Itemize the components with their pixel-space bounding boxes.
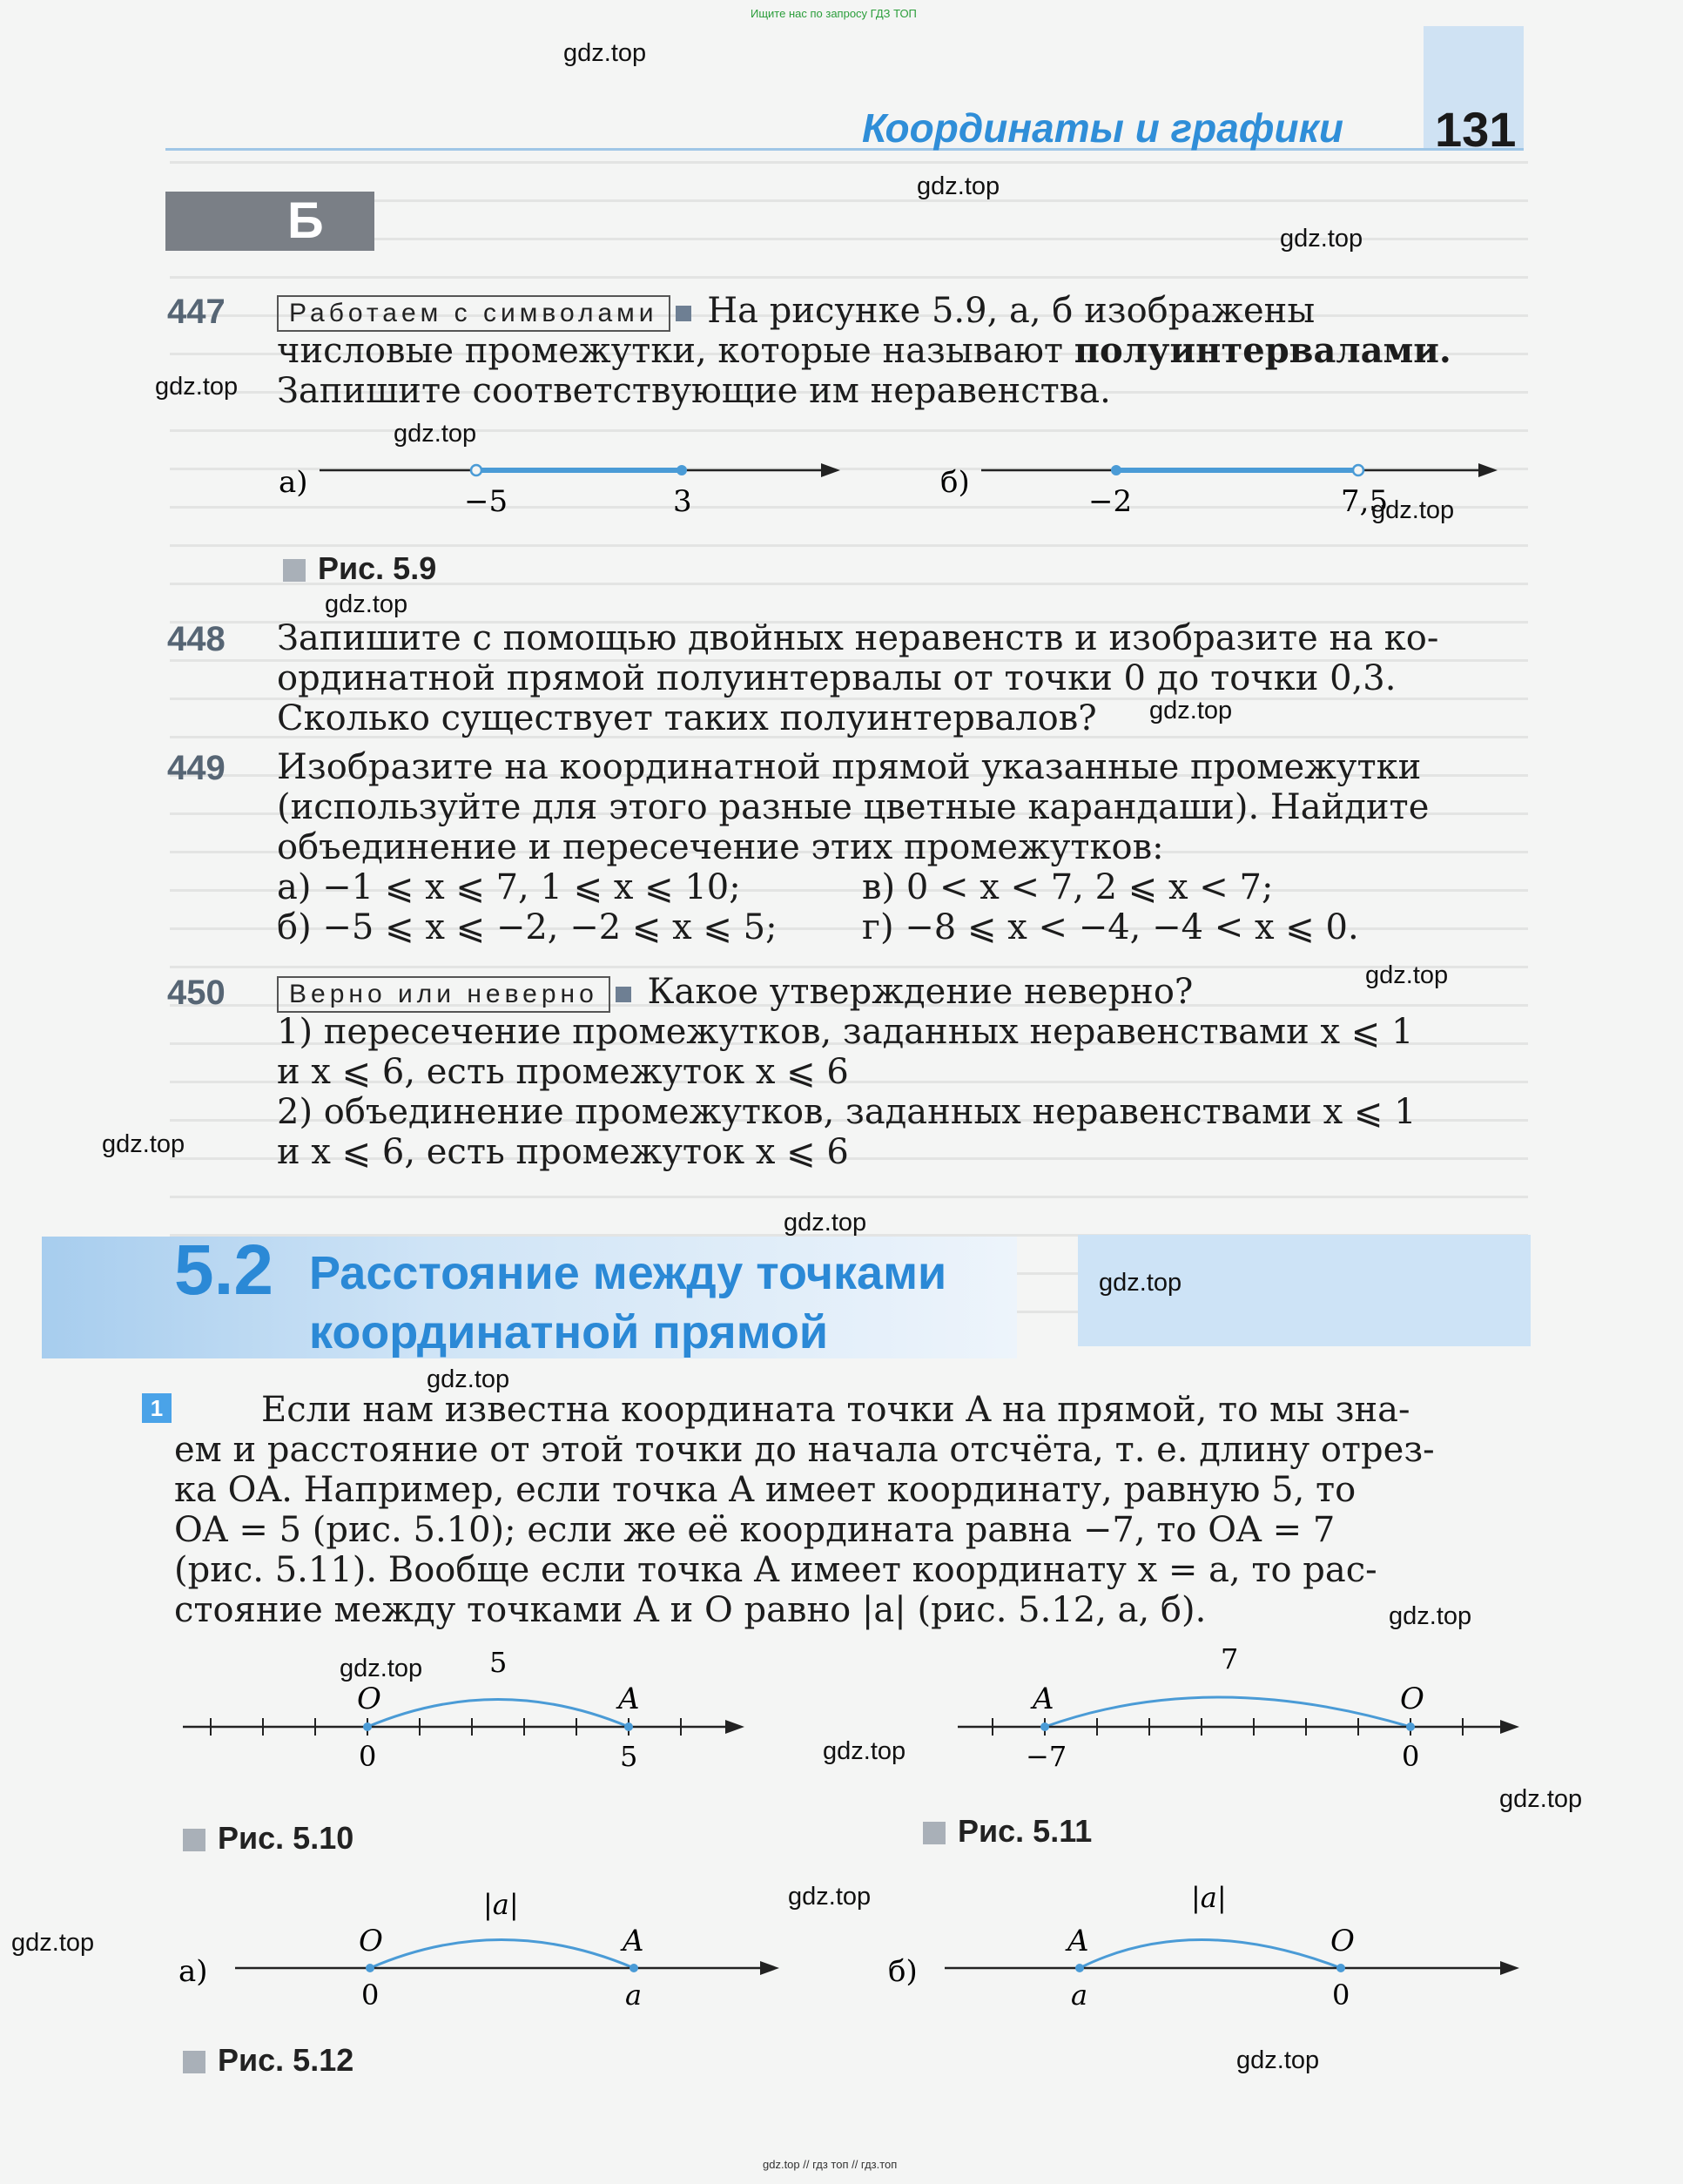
- problem-449-item-g: г) −8 ⩽ x < −4, −4 < x ⩽ 0.: [862, 907, 1359, 947]
- term-half-intervals: полуинтервалами.: [1074, 330, 1451, 371]
- fig-5-12b-arc: [1080, 1940, 1341, 1969]
- fig-5-12b-arrow: [1500, 1961, 1519, 1975]
- fig-5-9b-tick-1: −2: [1088, 484, 1133, 518]
- fig-5-12a-arc: [370, 1940, 634, 1969]
- problem-449-item-a: а) −1 ⩽ x ⩽ 7, 1 ⩽ x ⩽ 10;: [277, 867, 741, 907]
- fig-5-12a-label: а): [178, 1954, 208, 1989]
- fig-5-9b-closed-point: [1111, 465, 1121, 475]
- fig-5-12b-label: б): [888, 1954, 918, 1989]
- section-5-2-line2: ем и расстояние от этой точки до начала отсчёта, т. е. длину отрез-: [174, 1430, 1435, 1470]
- watermark: gdz.top: [1499, 1785, 1583, 1813]
- fig-5-10-tick-0: 0: [359, 1740, 377, 1773]
- fig-5-11-tick-m7: −7: [1026, 1740, 1067, 1773]
- fig-5-9b-label: б): [940, 465, 970, 500]
- watermark: gdz.top: [394, 420, 477, 448]
- problem-447-line1: [277, 291, 1315, 332]
- problem-450-header: [277, 972, 1193, 1013]
- problem-447-line3: Запишите соответствующие им неравенства.: [277, 371, 1111, 411]
- tag-end-square: [676, 306, 691, 321]
- fig-5-9a-label: а): [279, 465, 308, 500]
- problem-448-line2: ординатной прямой полуинтервалы от точки 0 до точки 0,3.: [277, 658, 1397, 698]
- fig-5-10-tick-5: 5: [620, 1740, 638, 1773]
- fig-5-9b-open-point: [1353, 465, 1363, 475]
- watermark: gdz.top: [917, 172, 1000, 200]
- fig-5-11-caption: Рис. 5.11: [923, 1813, 1092, 1850]
- fig-5-12b-tick-0: 0: [1332, 1978, 1350, 2012]
- fig-5-9a-tick-1: −5: [464, 484, 508, 518]
- watermark: gdz.top: [823, 1737, 906, 1765]
- watermark: gdz.top: [325, 590, 408, 618]
- fig-5-11-distance: 7: [1221, 1646, 1239, 1675]
- fig-5-11-point-A: [1040, 1722, 1049, 1731]
- fig-5-12a-point-O: [366, 1964, 374, 1972]
- fig-5-12a-label-A: A: [623, 1924, 644, 1958]
- fig-5-10-label-A: A: [618, 1682, 640, 1716]
- problem-448-number: 448: [167, 620, 226, 658]
- fig-5-10-distance: 5: [489, 1646, 508, 1679]
- fig-5-12b-tick-a: a: [1071, 1978, 1088, 2012]
- watermark: gdz.top: [1371, 496, 1455, 524]
- fig-5-9b-arrow: [1478, 463, 1498, 477]
- problem-450-line3: 2) объединение промежутков, заданных неравенствами x ⩽ 1: [277, 1092, 1417, 1132]
- fig-5-9a-open-point: [471, 465, 481, 475]
- fig-5-10-caption: Рис. 5.10: [183, 1820, 353, 1857]
- section-5-2-line1: Если нам известна координата точки A на прямой, то мы зна-: [261, 1390, 1410, 1430]
- fig-5-9a-tick-2: 3: [673, 484, 692, 518]
- section-5-2-line6: стояние между точками A и O равно |a| (рис. 5.12, а, б).: [174, 1590, 1207, 1630]
- fig-5-12-caption: Рис. 5.12: [183, 2042, 353, 2079]
- fig-5-12a-tick-0: 0: [361, 1978, 380, 2012]
- fig-5-10-point-A: [624, 1722, 633, 1731]
- fig-5-12b-abs: |a|: [1191, 1881, 1227, 1914]
- figure-5-10: [174, 1646, 766, 1776]
- fig-5-11-arc: [1045, 1697, 1410, 1727]
- bottom-note: gdz.top // гдз топ // гдз.топ: [763, 2158, 898, 2171]
- problem-448-line3: Сколько существует таких полуинтервалов?: [277, 698, 1097, 738]
- watermark: gdz.top: [1149, 697, 1233, 725]
- fig-5-11-label-O: O: [1400, 1682, 1424, 1716]
- fig-5-12b-point-A: [1075, 1964, 1084, 1972]
- watermark: gdz.top: [11, 1929, 95, 1957]
- watermark: gdz.top: [427, 1365, 510, 1393]
- problem-450-line2: и x ⩽ 6, есть промежуток x ⩽ 6: [277, 1052, 849, 1092]
- top-note: Ищите нас по запросу ГДЗ ТОП: [751, 7, 917, 20]
- fig-5-12a-point-A: [629, 1964, 638, 1972]
- problem-450-line1: 1) пересечение промежутков, заданных неравенствами x ⩽ 1: [277, 1012, 1414, 1052]
- watermark: gdz.top: [1389, 1602, 1472, 1630]
- fig-5-12b-label-O: O: [1330, 1924, 1355, 1958]
- section-5-2-title: Расстояние между точками координатной прямой: [309, 1247, 947, 1358]
- fig-5-9-caption: Рис. 5.9: [283, 550, 436, 587]
- fig-5-10-label-O: O: [357, 1682, 381, 1716]
- fig-5-10-arc: [367, 1700, 629, 1728]
- problem-449-line1: Изобразите на координатной прямой указанные промежутки: [277, 747, 1422, 787]
- problem-449-line3: объединение и пересечение этих промежутков:: [277, 827, 1164, 867]
- section-b-label: Б: [165, 192, 374, 251]
- fig-5-11-point-O: [1406, 1722, 1415, 1731]
- problem-448-line1: Запишите с помощью двойных неравенств и изобразите на ко-: [277, 618, 1439, 658]
- problem-450-number: 450: [167, 974, 226, 1012]
- tag-end-square: [616, 987, 631, 1002]
- problem-447-line2: числовые промежутки, которые называют полуинтервалами.: [277, 330, 1451, 371]
- problem-449-item-v: в) 0 < x < 7, 2 ⩽ x < 7;: [862, 867, 1274, 907]
- watermark: gdz.top: [340, 1655, 423, 1682]
- paragraph-marker: 1: [142, 1393, 172, 1423]
- watermark: gdz.top: [1236, 2046, 1320, 2074]
- fig-5-12a-abs: |a|: [483, 1888, 519, 1921]
- fig-5-9a-arrow: [821, 463, 840, 477]
- section-5-2-line3: ка OA. Например, если точка A имеет координату, равную 5, то: [174, 1470, 1356, 1510]
- section-5-2-number: 5.2: [174, 1230, 273, 1310]
- watermark: gdz.top: [788, 1883, 872, 1911]
- figure-5-9: [274, 440, 1528, 518]
- problem-449-line2: (используйте для этого разные цветные карандаши). Найдите: [277, 787, 1430, 827]
- fig-5-9b-tick-2: 7,5: [1341, 484, 1389, 518]
- fig-5-12b-label-A: A: [1067, 1924, 1089, 1958]
- fig-5-10-point-O: [363, 1722, 372, 1731]
- watermark: gdz.top: [784, 1209, 867, 1237]
- watermark: gdz.top: [1280, 225, 1363, 253]
- section-5-2-line5: (рис. 5.11). Вообще если точка A имеет координату x = a, то рас-: [174, 1550, 1377, 1590]
- tag-working-with-symbols: Работаем с символами: [277, 295, 670, 332]
- fig-5-10-arrow: [725, 1720, 744, 1734]
- problem-449-number: 449: [167, 749, 226, 787]
- fig-5-9a-closed-point: [677, 465, 687, 475]
- watermark: gdz.top: [1099, 1269, 1182, 1297]
- problem-447-number: 447: [167, 293, 226, 331]
- fig-5-11-tick-0: 0: [1402, 1740, 1420, 1773]
- fig-5-12a-tick-a: a: [625, 1978, 643, 2012]
- problem-447-text1: На рисунке 5.9, а, б изображены: [707, 291, 1316, 331]
- fig-5-12a-arrow: [760, 1961, 779, 1975]
- problem-450-question: Какое утверждение неверно?: [647, 972, 1194, 1012]
- watermark: gdz.top: [1365, 961, 1449, 989]
- header-title: Координаты и графики: [862, 105, 1344, 151]
- watermark: gdz.top: [563, 39, 647, 67]
- page-number: 131: [1435, 102, 1517, 157]
- fig-5-12a-label-O: O: [359, 1924, 383, 1958]
- watermark: gdz.top: [102, 1130, 185, 1158]
- figure-5-11: [949, 1646, 1532, 1776]
- watermark: gdz.top: [155, 373, 239, 401]
- problem-450-line4: и x ⩽ 6, есть промежуток x ⩽ 6: [277, 1132, 849, 1172]
- problem-449-item-b: б) −5 ⩽ x ⩽ −2, −2 ⩽ x ⩽ 5;: [277, 907, 778, 947]
- tag-true-or-false: Верно или неверно: [277, 976, 610, 1013]
- fig-5-11-arrow: [1500, 1720, 1519, 1734]
- section-5-2-line4: OA = 5 (рис. 5.10); если же её координата равна −7, то OA = 7: [174, 1510, 1336, 1550]
- fig-5-11-label-A: A: [1033, 1682, 1054, 1716]
- fig-5-12b-point-O: [1336, 1964, 1345, 1972]
